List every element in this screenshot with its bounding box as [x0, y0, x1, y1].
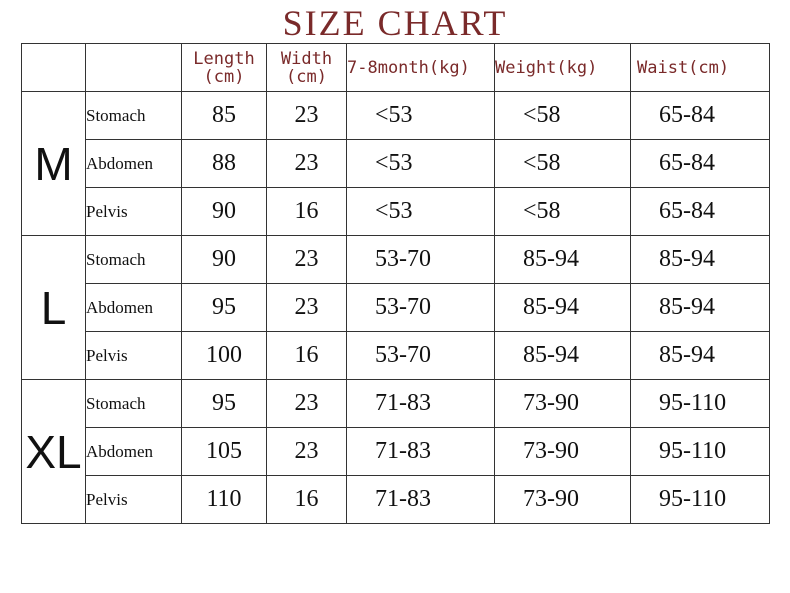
- waist-value: 65-84: [631, 140, 770, 188]
- width-value: 23: [267, 236, 347, 284]
- baby-weight-value: 53-70: [347, 284, 495, 332]
- table-row: [22, 140, 770, 188]
- waist-value: 95-110: [631, 380, 770, 428]
- length-value: 90: [182, 236, 267, 284]
- header-row: [22, 44, 770, 92]
- table-row: [22, 476, 770, 524]
- waist-value: 85-94: [631, 236, 770, 284]
- part-label: Stomach: [86, 236, 182, 284]
- part-header-cell: [86, 44, 182, 92]
- part-label: Stomach: [86, 92, 182, 140]
- part-label: Pelvis: [86, 188, 182, 236]
- weight-value: <58: [495, 92, 631, 140]
- length-value: 95: [182, 380, 267, 428]
- size-chart-table: [21, 43, 770, 524]
- baby-weight-value: 71-83: [347, 428, 495, 476]
- width-value: 16: [267, 476, 347, 524]
- part-label: Abdomen: [86, 428, 182, 476]
- width-value: 16: [267, 188, 347, 236]
- part-label: Pelvis: [86, 332, 182, 380]
- size-label: XL: [22, 380, 86, 524]
- baby-weight-value: <53: [347, 140, 495, 188]
- size-label: L: [22, 236, 86, 380]
- waist-value: 65-84: [631, 92, 770, 140]
- width-value: 23: [267, 92, 347, 140]
- table-row: [22, 428, 770, 476]
- weight-value: <58: [495, 188, 631, 236]
- part-label: Stomach: [86, 380, 182, 428]
- column-header: Weight(kg): [495, 44, 631, 92]
- table-row: [22, 92, 770, 140]
- page-title: SIZE CHART: [282, 3, 508, 43]
- length-value: 95: [182, 284, 267, 332]
- baby-weight-value: 53-70: [347, 236, 495, 284]
- baby-weight-value: 53-70: [347, 332, 495, 380]
- baby-weight-value: 71-83: [347, 380, 495, 428]
- column-header: 7-8month(kg): [347, 44, 495, 92]
- length-value: 105: [182, 428, 267, 476]
- length-value: 88: [182, 140, 267, 188]
- width-value: 16: [267, 332, 347, 380]
- baby-weight-value: 71-83: [347, 476, 495, 524]
- table-row: [22, 332, 770, 380]
- weight-value: 73-90: [495, 380, 631, 428]
- baby-weight-value: <53: [347, 188, 495, 236]
- waist-value: 95-110: [631, 428, 770, 476]
- length-value: 110: [182, 476, 267, 524]
- length-value: 90: [182, 188, 267, 236]
- weight-value: 85-94: [495, 332, 631, 380]
- column-header: Waist(cm): [631, 44, 770, 92]
- column-header: Length (cm): [182, 44, 267, 92]
- waist-value: 95-110: [631, 476, 770, 524]
- waist-value: 65-84: [631, 188, 770, 236]
- column-header: Width (cm): [267, 44, 347, 92]
- width-value: 23: [267, 428, 347, 476]
- length-value: 100: [182, 332, 267, 380]
- width-value: 23: [267, 140, 347, 188]
- corner-cell: [22, 44, 86, 92]
- part-label: Pelvis: [86, 476, 182, 524]
- part-label: Abdomen: [86, 140, 182, 188]
- weight-value: <58: [495, 140, 631, 188]
- waist-value: 85-94: [631, 332, 770, 380]
- weight-value: 73-90: [495, 428, 631, 476]
- table-row: [22, 380, 770, 428]
- waist-value: 85-94: [631, 284, 770, 332]
- weight-value: 85-94: [495, 236, 631, 284]
- table-row: [22, 236, 770, 284]
- part-label: Abdomen: [86, 284, 182, 332]
- width-value: 23: [267, 284, 347, 332]
- length-value: 85: [182, 92, 267, 140]
- baby-weight-value: <53: [347, 92, 495, 140]
- size-label: M: [22, 92, 86, 236]
- width-value: 23: [267, 380, 347, 428]
- weight-value: 73-90: [495, 476, 631, 524]
- weight-value: 85-94: [495, 284, 631, 332]
- table-row: [22, 284, 770, 332]
- table-row: [22, 188, 770, 236]
